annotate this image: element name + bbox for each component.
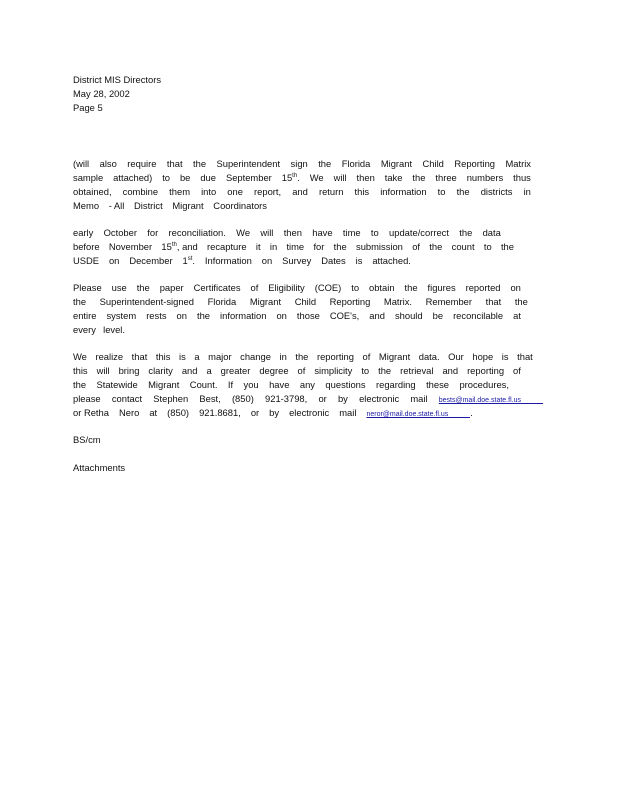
attachments-label: Attachments [73, 462, 126, 473]
paragraph-line: this will bring clarity and a greater degree of simplicity to the retrieval and reporting of [73, 365, 521, 376]
paragraph-line: USDE on December 1st. Information on Survey Dates is attached. [73, 255, 411, 266]
paragraph-line: early October for reconciliation. We will then have time to update/correct the data [73, 227, 501, 238]
email-link-bests[interactable]: bests@mail.doe.state.fl.us [438, 397, 521, 404]
header-page-number: Page 5 [73, 102, 103, 113]
typist-initials: BS/cm [73, 434, 101, 445]
paragraph-line: the Superintendent-signed Florida Migrant Child Reporting Matrix. Remember that the [73, 296, 528, 307]
hyperlink-underline-tail [521, 403, 543, 404]
header-recipient: District MIS Directors [73, 74, 162, 85]
hyperlink-underline-tail [448, 417, 470, 418]
paragraph-line: We realize that this is a major change in the reporting of Migrant data. Our hope is that [73, 351, 533, 362]
paragraph-line: or Retha Nero at (850) 921.8681, or by electronic mail neror@mail.doe.state.fl.us . [73, 407, 473, 418]
paragraph-line: before November 15th, and recapture it in time for the submission of the count to the [73, 241, 514, 252]
paragraph-line: sample attached) to be due September 15th. We will then take the three numbers thus [73, 172, 531, 183]
paragraph-line: please contact Stephen Best, (850) 921-3798, or by electronic mail bests@mail.doe.state.fl.us [73, 392, 543, 405]
paragraph-line: (will also require that the Superintendent sign the Florida Migrant Child Reporting Matrix [73, 158, 531, 169]
paragraph-line: every level. [73, 324, 125, 335]
paragraph-line: the Statewide Migrant Count. If you have any questions regarding these procedures, [73, 379, 509, 390]
email-link-neror[interactable]: neror@mail.doe.state.fl.us [366, 411, 449, 418]
paragraph-line: obtained, combine them into one report, and return this information to the districts in [73, 186, 531, 197]
header-date: May 28, 2002 [73, 88, 130, 99]
paragraph-line: Memo - All District Migrant Coordinators [73, 200, 267, 211]
paragraph-line: entire system rests on the information on those COE's, and should be reconcilable at [73, 310, 521, 321]
paragraph-line: Please use the paper Certificates of Eligibility (COE) to obtain the figures reported on [73, 282, 521, 293]
